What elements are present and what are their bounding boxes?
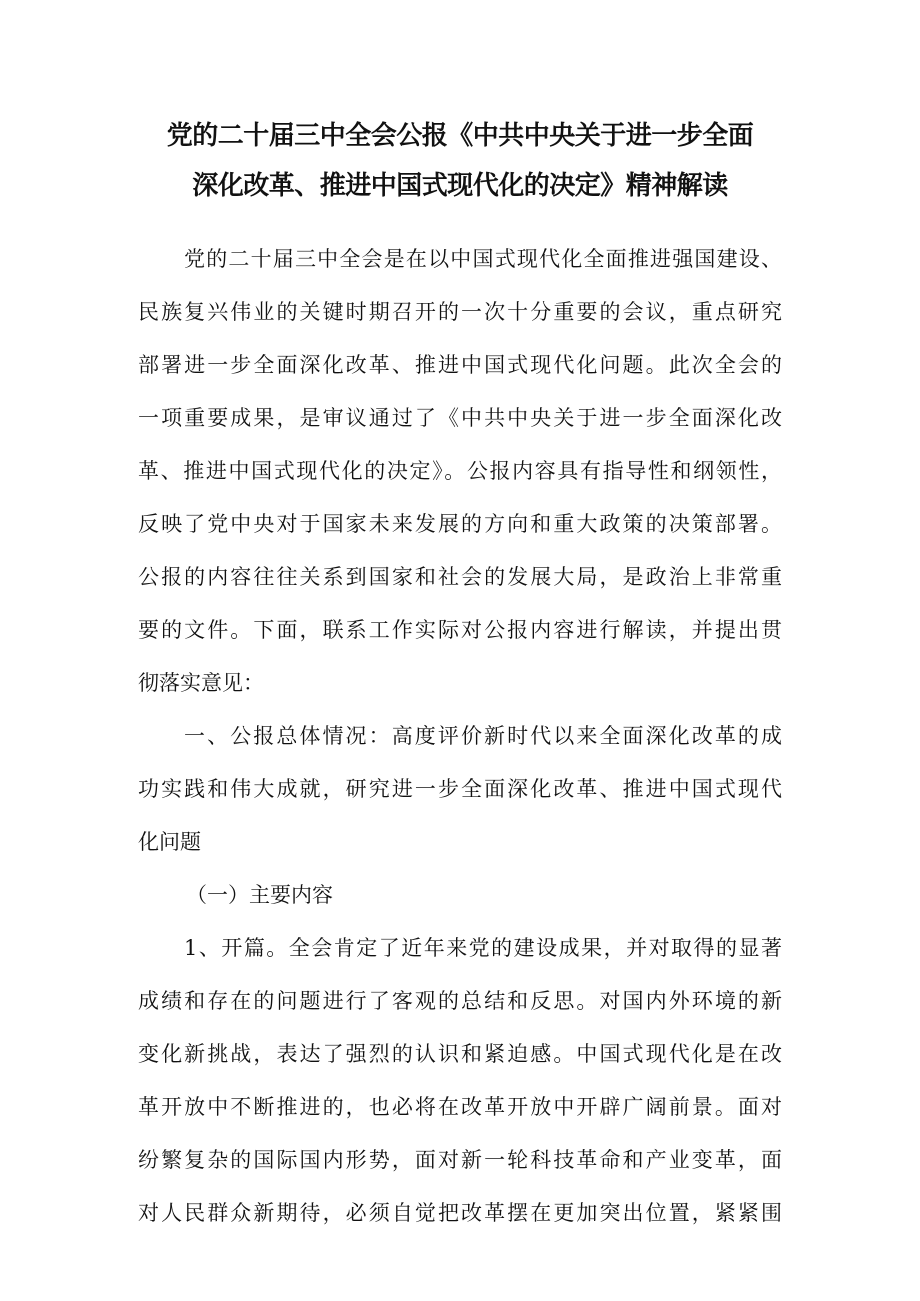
item1-line-3: 变化新挑战，表达了强烈的认识和紧迫感。中国式现代化是在改 [138, 1042, 785, 1066]
intro-line-8: 要的文件。下面，联系工作实际对公报内容进行解读，并提出贯 [138, 618, 785, 642]
heading-1-line-3: 化问题 [138, 830, 201, 854]
item1-line-4: 革开放中不断推进的，也必将在改革开放中开辟广阔前景。面对 [138, 1095, 785, 1119]
document-title-line-1: 党的二十届三中全会公报《中共中央关于进一步全面 [166, 121, 754, 151]
heading-1-line-2: 功实践和伟大成就，研究进一步全面深化改革、推进中国式现代 [138, 777, 785, 801]
intro-line-6: 反映了党中央对于国家未来发展的方向和重大政策的决策部署。 [138, 512, 785, 536]
item1-line-2: 成绩和存在的问题进行了客观的总结和反思。对国内外环境的新 [138, 989, 785, 1013]
subheading-1: （一）主要内容 [186, 883, 333, 907]
item1-line-5: 纷繁复杂的国际国内形势，面对新一轮科技革命和产业变革，面 [138, 1148, 785, 1172]
item1-line-6: 对人民群众新期待，必须自觉把改革摆在更加突出位置，紧紧围 [138, 1201, 785, 1225]
heading-1-line-1: 一、公报总体情况：高度评价新时代以来全面深化改革的成 [184, 724, 785, 748]
intro-line-9: 彻落实意见： [138, 671, 264, 695]
document-title-line-2: 深化改革、推进中国式现代化的决定》精神解读 [192, 171, 728, 201]
intro-line-4: 一项重要成果，是审议通过了《中共中央关于进一步全面深化改 [138, 406, 785, 430]
intro-line-5: 革、推进中国式现代化的决定》。公报内容具有指导性和纲领性， [138, 459, 784, 483]
intro-line-2: 民族复兴伟业的关键时期召开的一次十分重要的会议，重点研究 [138, 300, 785, 324]
intro-line-3: 部署进一步全面深化改革、推进中国式现代化问题。此次全会的 [138, 353, 785, 377]
intro-line-7: 公报的内容往往关系到国家和社会的发展大局，是政治上非常重 [138, 565, 785, 589]
item1-line-1: 1、开篇。全会肯定了近年来党的建设成果，并对取得的显著 [184, 936, 784, 960]
intro-line-1: 党的二十届三中全会是在以中国式现代化全面推进强国建设、 [184, 247, 784, 271]
